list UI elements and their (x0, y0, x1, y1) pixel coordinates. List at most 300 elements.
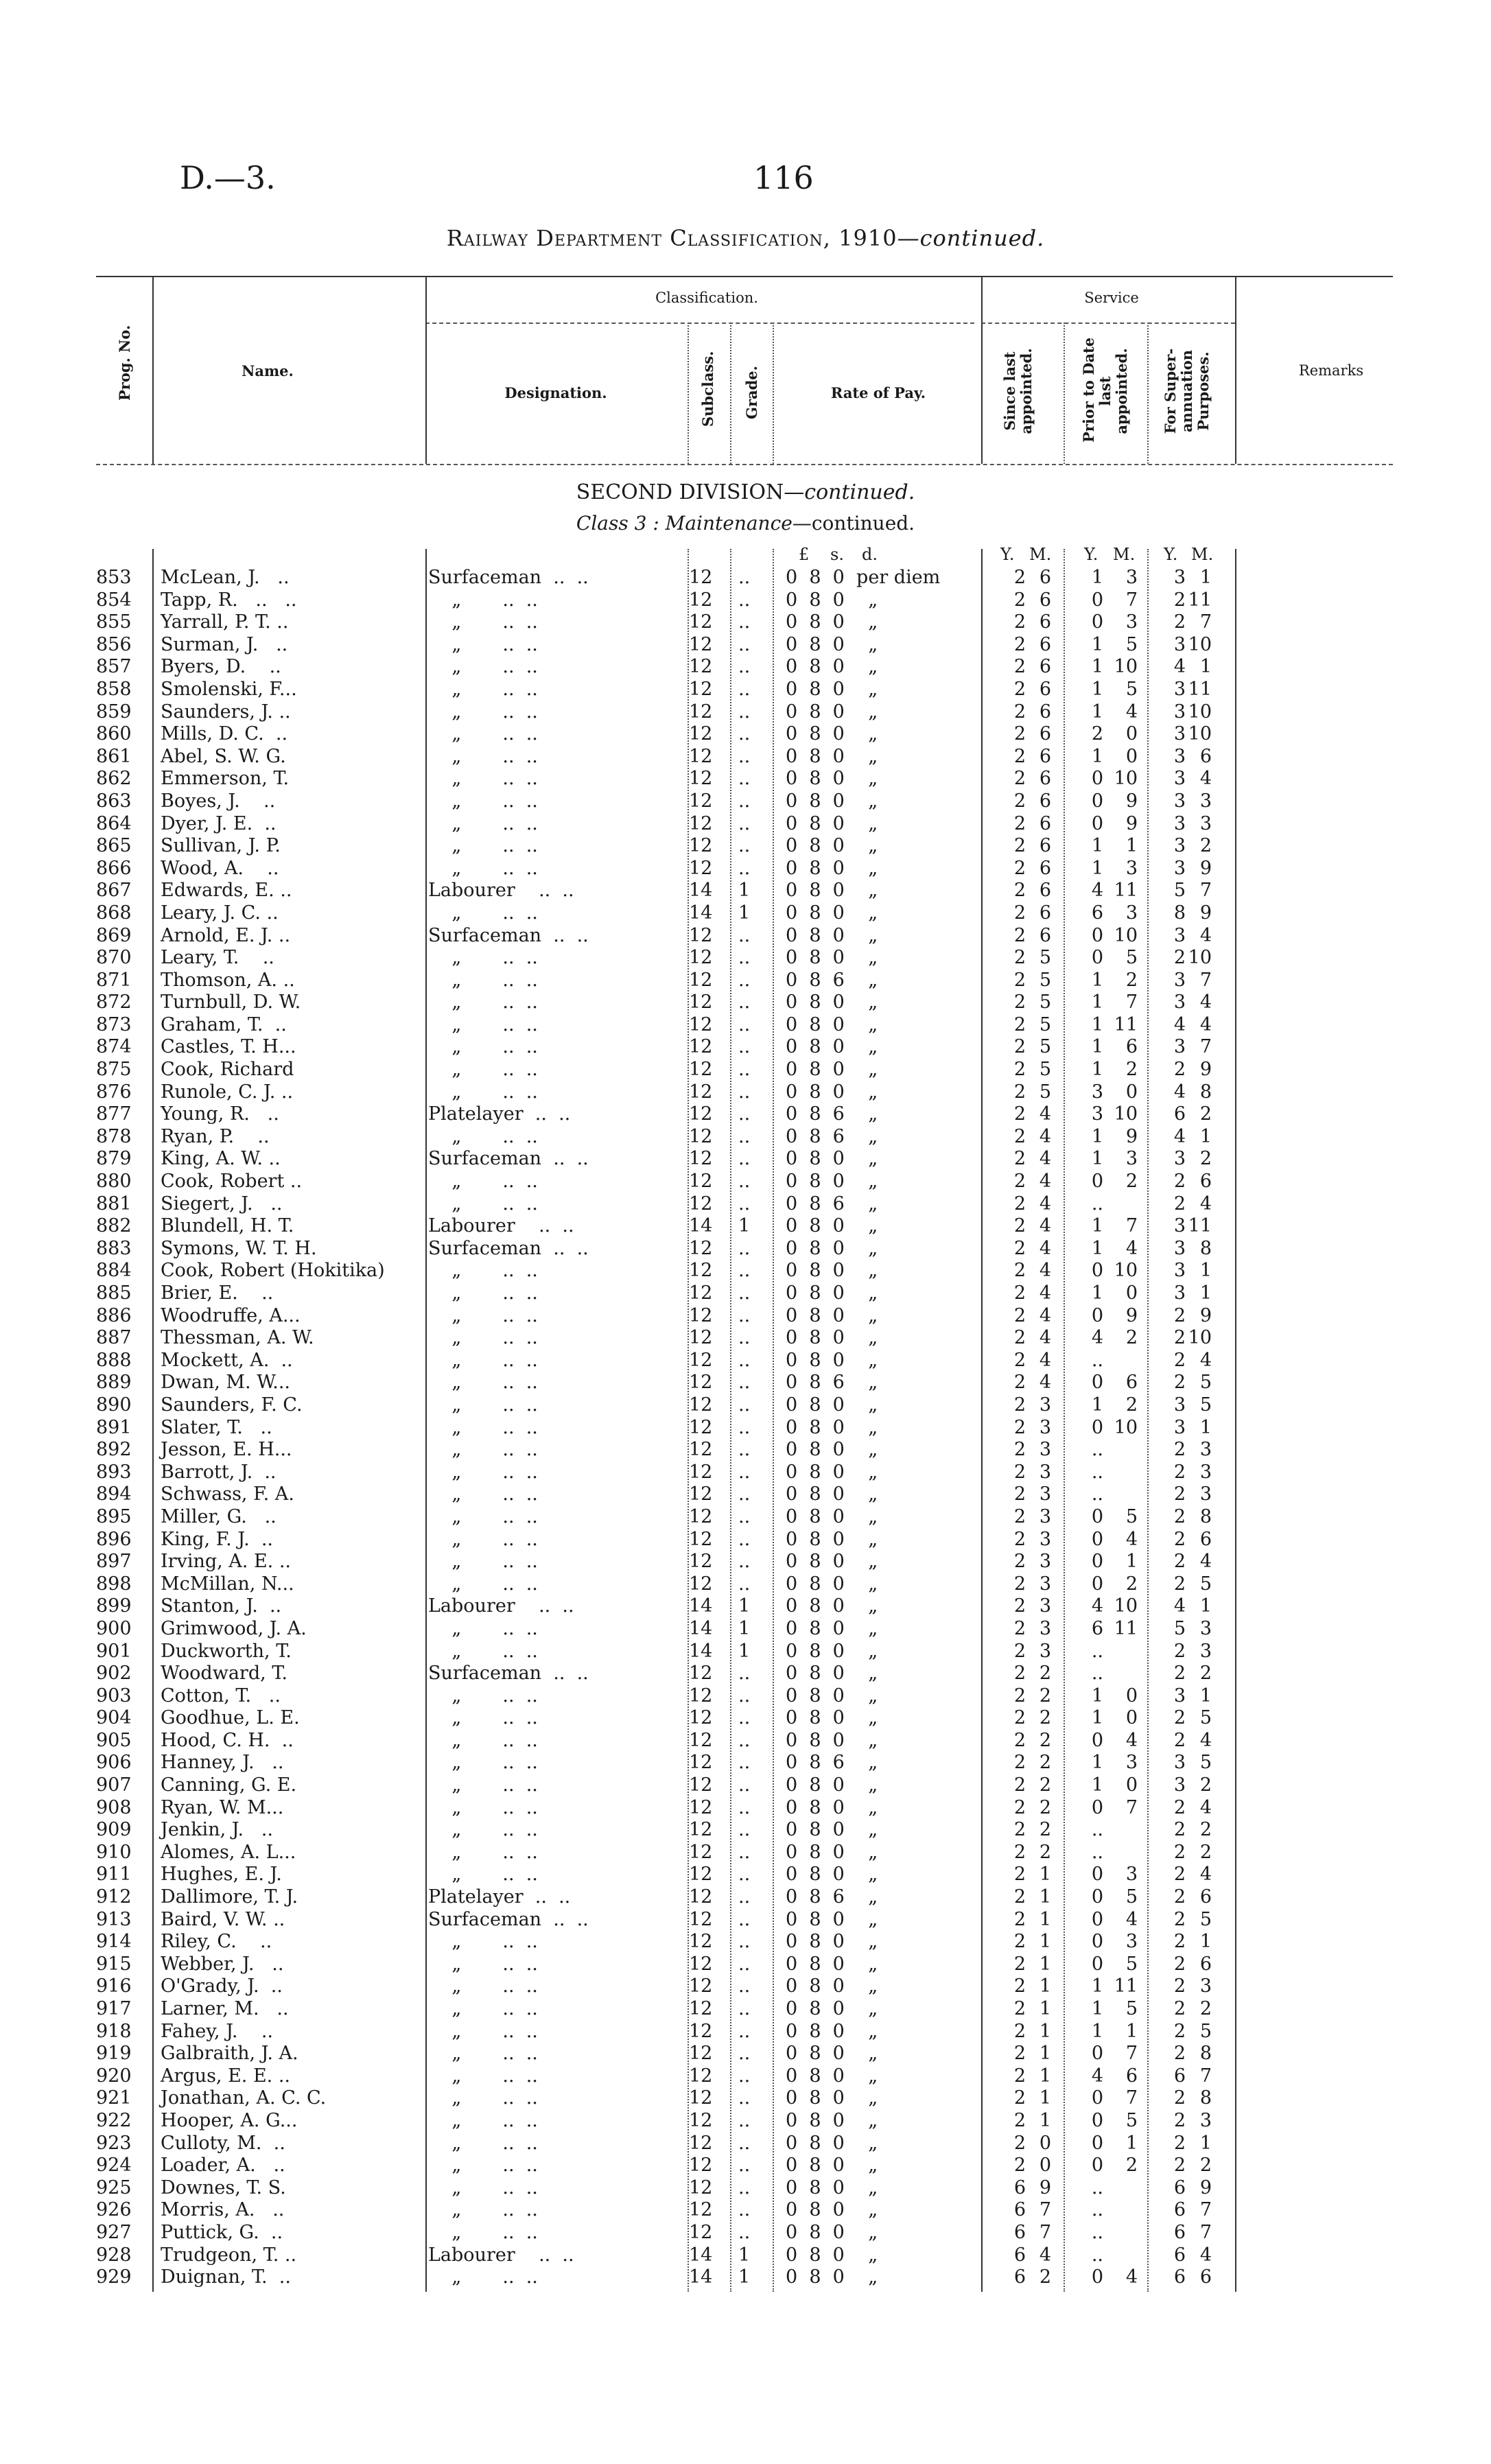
since-years-cell: 2 (1013, 790, 1026, 812)
since-years-cell: 2 (1013, 1819, 1026, 1841)
prog-no-cell: 876 (96, 1081, 132, 1103)
unit-years: Y. (1084, 545, 1099, 564)
super-years-cell: 2 (1173, 1841, 1186, 1863)
prog-no-cell: 900 (96, 1617, 132, 1639)
since-months-cell: 4 (1039, 1193, 1051, 1215)
since-years-cell: 2 (1013, 1125, 1026, 1147)
table-row (0, 1417, 1491, 1440)
subclass-cell: 12 (689, 1059, 713, 1081)
prog-no-cell: 866 (96, 857, 132, 879)
super-years-cell: 2 (1173, 1663, 1186, 1685)
header-prior-to-date: Prior to Date last appointed. (1080, 337, 1130, 443)
prior-years-cell: 3 (1091, 1081, 1103, 1103)
service-rule (981, 322, 1235, 324)
table-row (0, 1126, 1491, 1149)
since-months-cell: 3 (1039, 1505, 1051, 1527)
name-cell: Hughes, E. J. (161, 1864, 282, 1886)
prior-months-cell: 4 (1125, 1908, 1138, 1930)
since-months-cell: 4 (1039, 1327, 1051, 1349)
since-years-cell: 2 (1013, 1193, 1026, 1215)
prior-years-cell: 1 (1091, 2020, 1103, 2042)
since-months-cell: 4 (1039, 1260, 1051, 1282)
prog-no-cell: 925 (96, 2176, 132, 2198)
since-years-cell: 2 (1013, 902, 1026, 924)
since-years-cell: 2 (1013, 1886, 1026, 1908)
prog-no-cell: 879 (96, 1148, 132, 1170)
prior-years-cell: .. (1091, 1349, 1103, 1371)
grade-cell: .. (738, 1327, 751, 1349)
grade-cell: .. (738, 1685, 751, 1706)
since-years-cell: 2 (1013, 835, 1026, 857)
prior-months-cell: 5 (1125, 2109, 1138, 2131)
subclass-cell: 12 (689, 2176, 713, 2198)
grade-cell: .. (738, 1171, 751, 1193)
prog-no-cell: 903 (96, 1685, 132, 1706)
designation-cell: „ .. .. (428, 723, 538, 745)
since-months-cell: 3 (1039, 1551, 1051, 1573)
prior-months-cell: 2 (1125, 1573, 1138, 1595)
super-years-cell: 3 (1173, 1036, 1186, 1058)
prior-months-cell: 4 (1125, 1237, 1138, 1259)
super-months-cell: 4 (1199, 1013, 1212, 1035)
prog-no-cell: 927 (96, 2221, 132, 2243)
grade-cell: .. (738, 969, 751, 991)
grade-cell: .. (738, 1729, 751, 1751)
since-years-cell: 2 (1013, 1595, 1026, 1617)
super-years-cell: 3 (1173, 969, 1186, 991)
document-reference: D.—3. (180, 159, 276, 196)
subclass-cell: 12 (689, 1796, 713, 1818)
prog-no-cell: 923 (96, 2132, 132, 2154)
prior-years-cell: 1 (1091, 1148, 1103, 1170)
super-months-cell: 8 (1199, 1505, 1212, 1527)
super-years-cell: 2 (1173, 1171, 1186, 1193)
prior-years-cell: 0 (1091, 1573, 1103, 1595)
designation-cell: „ .. .. (428, 1953, 538, 1975)
grade-cell: .. (738, 589, 751, 611)
super-years-cell: 5 (1173, 880, 1186, 902)
prior-months-cell: 3 (1125, 611, 1138, 633)
name-cell: Barrott, J. .. (161, 1461, 277, 1483)
grade-cell: .. (738, 1148, 751, 1170)
since-months-cell: 4 (1039, 1282, 1051, 1304)
prog-no-cell: 853 (96, 567, 132, 588)
prior-months-cell: 1 (1125, 835, 1138, 857)
table-row (0, 1171, 1491, 1193)
prior-months-cell: 0 (1125, 1081, 1138, 1103)
designation-cell: Labourer .. .. (428, 1595, 574, 1617)
designation-cell: „ .. .. (428, 633, 538, 655)
header-classification: Classification. (655, 290, 758, 306)
since-years-cell: 2 (1013, 2020, 1026, 2042)
prior-years-cell: 1 (1091, 701, 1103, 723)
name-cell: Loader, A. .. (161, 2155, 285, 2176)
designation-cell: „ .. .. (428, 857, 538, 879)
since-years-cell: 2 (1013, 2043, 1026, 2065)
designation-cell: „ .. .. (428, 1171, 538, 1193)
name-cell: Castles, T. H... (161, 1036, 296, 1058)
rate-of-pay-cell: 0 8 0 „ (786, 1908, 878, 1930)
since-years-cell: 2 (1013, 1707, 1026, 1729)
since-months-cell: 6 (1039, 567, 1051, 588)
grade-cell: .. (738, 2199, 751, 2221)
prog-no-cell: 914 (96, 1931, 132, 1953)
rate-of-pay-cell: 0 8 0 „ (786, 1260, 878, 1282)
grade-cell: .. (738, 2221, 751, 2243)
rate-of-pay-cell: 0 8 0 „ (786, 1841, 878, 1863)
prior-years-cell: 0 (1091, 2087, 1103, 2109)
super-years-cell: 2 (1173, 611, 1186, 633)
subclass-cell: 12 (689, 2199, 713, 2221)
designation-cell: „ .. .. (428, 2132, 538, 2154)
name-cell: Thomson, A. .. (161, 969, 295, 991)
prog-no-cell: 891 (96, 1416, 132, 1438)
name-cell: Arnold, E. J. .. (161, 924, 291, 946)
prior-years-cell: 1 (1091, 656, 1103, 678)
table-row (0, 2155, 1491, 2177)
table-row (0, 1372, 1491, 1394)
super-months-cell: 10 (1188, 633, 1212, 655)
super-months-cell: 6 (1199, 1528, 1212, 1550)
prog-no-cell: 854 (96, 589, 132, 611)
prog-no-cell: 892 (96, 1439, 132, 1461)
since-months-cell: 1 (1039, 1975, 1051, 1997)
unit-months: M. (1191, 545, 1214, 564)
prior-years-cell: 0 (1091, 1796, 1103, 1818)
grade-cell: .. (738, 1416, 751, 1438)
subclass-cell: 14 (689, 880, 713, 902)
super-years-cell: 2 (1173, 1864, 1186, 1886)
prior-months-cell: 2 (1125, 1394, 1138, 1416)
super-years-cell: 2 (1173, 1729, 1186, 1751)
designation-cell: Platelayer .. .. (428, 1103, 571, 1125)
rate-of-pay-cell: 0 8 0 „ (786, 2155, 878, 2176)
super-years-cell: 2 (1173, 1349, 1186, 1371)
table-row (0, 589, 1491, 612)
grade-cell: .. (738, 1439, 751, 1461)
page-title (0, 225, 1491, 251)
name-cell: Brier, E. .. (161, 1282, 274, 1304)
grade-cell: .. (738, 1036, 751, 1058)
since-months-cell: 6 (1039, 745, 1051, 767)
prog-no-cell: 875 (96, 1059, 132, 1081)
unit-months: M. (1113, 545, 1136, 564)
subclass-cell: 12 (689, 1171, 713, 1193)
super-years-cell: 6 (1173, 2221, 1186, 2243)
designation-cell: „ .. .. (428, 2221, 538, 2243)
super-months-cell: 6 (1199, 1953, 1212, 1975)
table-row (0, 925, 1491, 948)
since-months-cell: 6 (1039, 633, 1051, 655)
rate-of-pay-cell: 0 8 0 „ (786, 1573, 878, 1595)
since-months-cell: 4 (1039, 1125, 1051, 1147)
name-cell: Canning, G. E. (161, 1774, 297, 1796)
designation-cell: „ .. .. (428, 835, 538, 857)
grade-cell: .. (738, 1059, 751, 1081)
rate-of-pay-cell: 0 8 0 „ (786, 656, 878, 678)
prior-years-cell: 2 (1091, 723, 1103, 745)
super-years-cell: 3 (1173, 1282, 1186, 1304)
header-service: Service (1084, 290, 1139, 306)
rate-of-pay-cell: 0 8 0 „ (786, 2221, 878, 2243)
prior-months-cell: 7 (1125, 2087, 1138, 2109)
prior-years-cell: 0 (1091, 2155, 1103, 2176)
super-months-cell: 7 (1199, 2199, 1212, 2221)
prior-months-cell: 5 (1125, 947, 1138, 969)
prior-months-cell: 2 (1125, 1327, 1138, 1349)
super-years-cell: 3 (1173, 633, 1186, 655)
rate-of-pay-cell: 0 8 0 „ (786, 2065, 878, 2087)
grade-cell: .. (738, 1304, 751, 1326)
since-years-cell: 2 (1013, 1483, 1026, 1505)
since-years-cell: 2 (1013, 1327, 1026, 1349)
prog-no-cell: 867 (96, 880, 132, 902)
name-cell: Symons, W. T. H. (161, 1237, 317, 1259)
designation-cell: „ .. .. (428, 1461, 538, 1483)
since-months-cell: 1 (1039, 1998, 1051, 2019)
prog-no-cell: 888 (96, 1349, 132, 1371)
prior-years-cell: 0 (1091, 768, 1103, 790)
rate-of-pay-cell: 0 8 0 „ (786, 2109, 878, 2131)
since-months-cell: 2 (1039, 1796, 1051, 1818)
grade-cell: 1 (738, 2244, 751, 2266)
designation-cell: „ .. .. (428, 1640, 538, 1662)
rate-of-pay-cell: 0 8 0 „ (786, 1081, 878, 1103)
super-months-cell: 3 (1199, 1640, 1212, 1662)
since-months-cell: 6 (1039, 924, 1051, 946)
prior-years-cell: 0 (1091, 1416, 1103, 1438)
prog-no-cell: 871 (96, 969, 132, 991)
since-months-cell: 4 (1039, 2244, 1051, 2266)
prior-years-cell: 0 (1091, 1551, 1103, 1573)
super-months-cell: 5 (1199, 1372, 1212, 1394)
prog-no-cell: 910 (96, 1841, 132, 1863)
table-row (0, 1774, 1491, 1797)
super-years-cell: 3 (1173, 992, 1186, 1013)
prior-years-cell: .. (1091, 1819, 1103, 1841)
grade-cell: .. (738, 2087, 751, 2109)
table-row (0, 1215, 1491, 1238)
subclass-cell: 12 (689, 1505, 713, 1527)
rate-of-pay-cell: 0 8 0 „ (786, 1416, 878, 1438)
rate-of-pay-cell: 0 8 0 „ (786, 835, 878, 857)
super-years-cell: 6 (1173, 2244, 1186, 2266)
subclass-cell: 12 (689, 1327, 713, 1349)
subclass-cell: 12 (689, 992, 713, 1013)
subclass-cell: 12 (689, 1752, 713, 1774)
since-months-cell: 3 (1039, 1394, 1051, 1416)
since-years-cell: 2 (1013, 1528, 1026, 1550)
rate-of-pay-cell: 0 8 0 „ (786, 1663, 878, 1685)
super-months-cell: 9 (1199, 2176, 1212, 2198)
since-months-cell: 4 (1039, 1237, 1051, 1259)
since-years-cell: 2 (1013, 1573, 1026, 1595)
prior-years-cell: 4 (1091, 880, 1103, 902)
rate-of-pay-cell: 0 8 0 per diem (786, 567, 941, 588)
rate-of-pay-cell: 0 8 0 „ (786, 1036, 878, 1058)
rate-of-pay-cell: 0 8 0 „ (786, 1148, 878, 1170)
super-years-cell: 3 (1173, 567, 1186, 588)
subclass-cell: 12 (689, 1819, 713, 1841)
prior-years-cell: 0 (1091, 1729, 1103, 1751)
subclass-cell: 12 (689, 790, 713, 812)
table-row (0, 1193, 1491, 1216)
since-months-cell: 7 (1039, 2199, 1051, 2221)
prior-years-cell: 0 (1091, 2266, 1103, 2288)
rate-of-pay-cell: 0 8 0 „ (786, 1551, 878, 1573)
grade-cell: .. (738, 2155, 751, 2176)
prior-years-cell: 0 (1091, 1908, 1103, 1930)
super-months-cell: 9 (1199, 1059, 1212, 1081)
prior-years-cell: .. (1091, 1461, 1103, 1483)
page-number: 116 (753, 159, 814, 196)
since-years-cell: 2 (1013, 1036, 1026, 1058)
since-years-cell: 6 (1013, 2244, 1026, 2266)
super-months-cell: 3 (1199, 812, 1212, 834)
table-row (0, 1886, 1491, 1909)
prior-years-cell: .. (1091, 1439, 1103, 1461)
super-months-cell: 7 (1199, 2221, 1212, 2243)
designation-cell: „ .. .. (428, 768, 538, 790)
prior-years-cell: 4 (1091, 1327, 1103, 1349)
table-row (0, 701, 1491, 724)
division-label: SECOND DIVISION— (576, 480, 805, 504)
designation-cell: „ .. .. (428, 1349, 538, 1371)
table-row (0, 1394, 1491, 1417)
name-cell: Abel, S. W. G. (161, 745, 286, 767)
super-years-cell: 2 (1173, 1640, 1186, 1662)
rate-of-pay-cell: 0 8 0 „ (786, 2266, 878, 2288)
super-years-cell: 4 (1173, 1125, 1186, 1147)
table-row (0, 1529, 1491, 1551)
since-years-cell: 2 (1013, 1998, 1026, 2019)
prior-years-cell: 1 (1091, 1036, 1103, 1058)
since-months-cell: 4 (1039, 1372, 1051, 1394)
super-months-cell: 11 (1188, 678, 1212, 700)
unit-months: M. (1029, 545, 1052, 564)
subclass-cell: 12 (689, 1998, 713, 2019)
prog-no-cell: 902 (96, 1663, 132, 1685)
prior-years-cell: 3 (1091, 1103, 1103, 1125)
super-years-cell: 2 (1173, 1573, 1186, 1595)
prog-no-cell: 877 (96, 1103, 132, 1125)
since-months-cell: 3 (1039, 1439, 1051, 1461)
grade-cell: .. (738, 1841, 751, 1863)
subclass-cell: 12 (689, 1237, 713, 1259)
table-row (0, 723, 1491, 746)
designation-cell: Labourer .. .. (428, 2244, 574, 2266)
prior-years-cell: 1 (1091, 1975, 1103, 1997)
prior-months-cell: 4 (1125, 1729, 1138, 1751)
prior-years-cell: 0 (1091, 611, 1103, 633)
grade-cell: .. (738, 656, 751, 678)
designation-cell: „ .. .. (428, 678, 538, 700)
prog-no-cell: 906 (96, 1752, 132, 1774)
super-months-cell: 5 (1199, 1573, 1212, 1595)
subclass-cell: 14 (689, 1595, 713, 1617)
since-years-cell: 2 (1013, 1617, 1026, 1639)
since-years-cell: 2 (1013, 1551, 1026, 1573)
division-heading (0, 480, 1491, 504)
name-cell: Mockett, A. .. (161, 1349, 293, 1371)
grade-cell: .. (738, 1953, 751, 1975)
since-years-cell: 6 (1013, 2176, 1026, 2198)
since-months-cell: 6 (1039, 589, 1051, 611)
prior-months-cell: 5 (1125, 1953, 1138, 1975)
super-months-cell: 3 (1199, 790, 1212, 812)
subclass-cell: 12 (689, 1975, 713, 1997)
header-top-rule (96, 276, 1393, 277)
designation-cell: „ .. .. (428, 1059, 538, 1081)
prior-months-cell: 0 (1125, 745, 1138, 767)
super-months-cell: 7 (1199, 969, 1212, 991)
name-cell: Cook, Richard (161, 1059, 294, 1081)
rate-of-pay-cell: 0 8 0 „ (786, 812, 878, 834)
since-months-cell: 1 (1039, 2043, 1051, 2065)
super-months-cell: 9 (1199, 857, 1212, 879)
designation-cell: Platelayer .. .. (428, 1886, 571, 1908)
rate-of-pay-cell: 0 8 6 „ (786, 1125, 878, 1147)
designation-cell: „ .. .. (428, 1685, 538, 1706)
super-years-cell: 4 (1173, 1595, 1186, 1617)
prog-no-cell: 859 (96, 701, 132, 723)
rate-of-pay-cell: 0 8 0 „ (786, 1729, 878, 1751)
subclass-cell: 12 (689, 1729, 713, 1751)
designation-cell: „ .. .. (428, 611, 538, 633)
name-cell: Sullivan, J. P. (161, 835, 281, 857)
since-years-cell: 2 (1013, 768, 1026, 790)
prog-no-cell: 885 (96, 1282, 132, 1304)
subclass-cell: 12 (689, 2043, 713, 2065)
since-months-cell: 4 (1039, 1171, 1051, 1193)
rate-of-pay-cell: 0 8 6 „ (786, 1103, 878, 1125)
name-cell: Hood, C. H. .. (161, 1729, 294, 1751)
since-years-cell: 6 (1013, 2221, 1026, 2243)
super-months-cell: 1 (1199, 1125, 1212, 1147)
super-months-cell: 1 (1199, 567, 1212, 588)
super-years-cell: 3 (1173, 723, 1186, 745)
designation-cell: „ .. .. (428, 1483, 538, 1505)
prog-no-cell: 908 (96, 1796, 132, 1818)
rate-of-pay-cell: 0 8 0 „ (786, 1394, 878, 1416)
table-row (0, 746, 1491, 768)
prog-no-cell: 895 (96, 1505, 132, 1527)
super-years-cell: 2 (1173, 1327, 1186, 1349)
name-cell: Saunders, J. .. (161, 701, 291, 723)
designation-cell: „ .. .. (428, 1304, 538, 1326)
super-years-cell: 3 (1173, 1685, 1186, 1706)
super-months-cell: 4 (1199, 1796, 1212, 1818)
col-divider (425, 276, 427, 464)
name-cell: Jenkin, J. .. (161, 1819, 273, 1841)
super-months-cell: 1 (1199, 1595, 1212, 1617)
designation-cell: „ .. .. (428, 1551, 538, 1573)
super-years-cell: 2 (1173, 2043, 1186, 2065)
prior-months-cell: 7 (1125, 1215, 1138, 1237)
grade-cell: .. (738, 745, 751, 767)
super-months-cell: 1 (1199, 2132, 1212, 2154)
table-row (0, 835, 1491, 858)
rate-of-pay-cell: 0 8 0 „ (786, 992, 878, 1013)
header-for-superannuation: For Super- annuation Purposes. (1162, 348, 1212, 434)
table-row (0, 1819, 1491, 1842)
subclass-cell: 12 (689, 947, 713, 969)
table-row (0, 1730, 1491, 1752)
designation-cell: Labourer .. .. (428, 880, 574, 902)
since-months-cell: 1 (1039, 2087, 1051, 2109)
since-months-cell: 1 (1039, 2109, 1051, 2131)
class-heading (0, 512, 1491, 535)
